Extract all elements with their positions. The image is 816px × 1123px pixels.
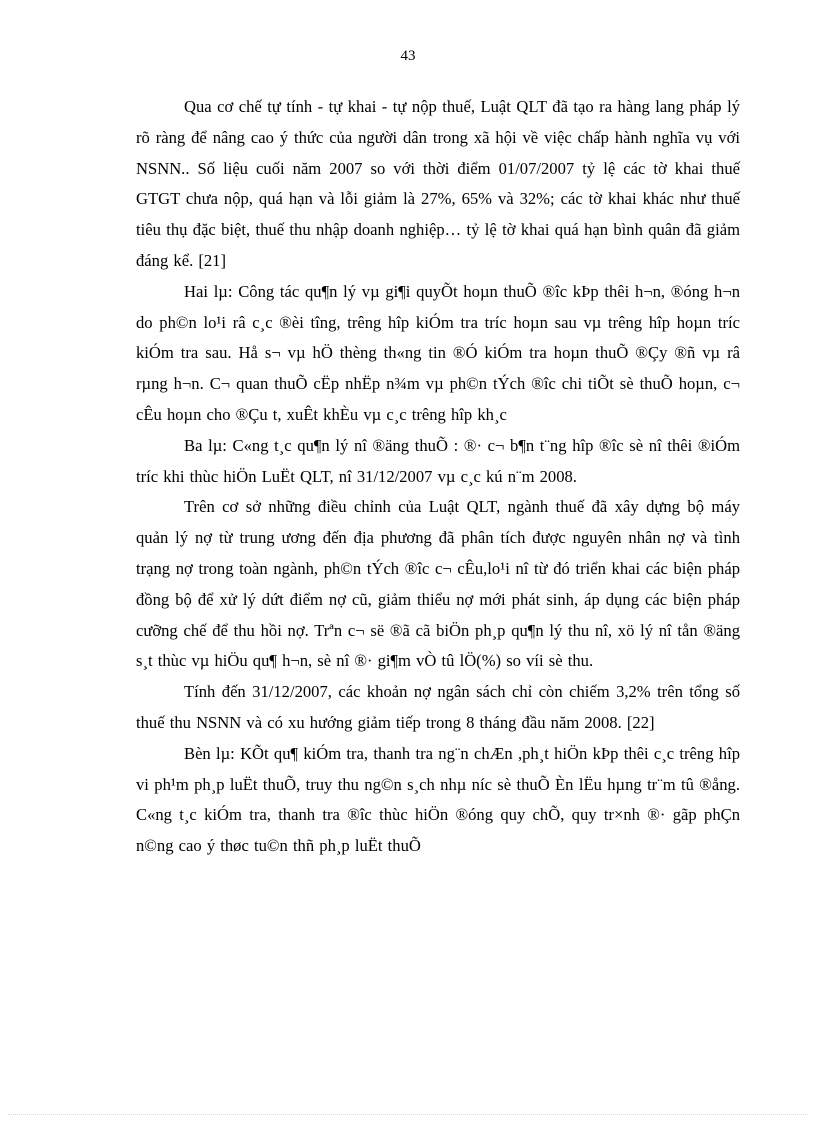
paragraph-budget-debt: Tính đến 31/12/2007, các khoản nợ ngân sách chỉ còn chiếm 3,2% trên tổng số thuế thu NSNN và có xu hướng giảm tiếp trong 8 tháng đầu năm 2008. [22] bbox=[136, 682, 740, 732]
paragraph-self-assessment: Qua cơ chế tự tính - tự khai - tự nộp thuế, Luật QLT đã tạo ra hàng lang pháp lý rõ ràng để nâng cao ý thức của người dân trong xã hội về việc chấp hành nghĩa vụ với NSNN.. Số liệu cuối năm 2007 so với thời điểm 01/07/2007 tỷ lệ các tờ khai thuế GTGT chưa nộp, quá hạn và lỗi giảm là 27%, 65% và 32%; các tờ khai khác như thuế tiêu thụ đặc biệt, thuế thu nhập doanh nghiệp… tỷ lệ tờ khai quá hạn bình quân đã giảm đáng kể. [21] bbox=[136, 97, 740, 270]
paragraph-inspection: Bèn lµ: KÕt qu¶ kiÓm tra, thanh tra ng¨n chÆn ,ph¸t hiÖn kÞp thêi c¸c trêng hîp vi ph¹m ph¸p luËt thuÕ, truy thu ng©n s¸ch nhµ níc sè thuÕ Èn lËu hµng tr¨m tû ®ång. C«ng t¸c kiÓm tra, thanh tra ®îc thùc hiÖn ®óng quy chÕ, quy tr×nh ®· gãp phÇn n©ng cao ý thøc tu©n thñ ph¸p luËt thuÕ bbox=[136, 743, 740, 856]
paragraph-tax-arrears: Ba lµ: C«ng t¸c qu¶n lý nî ®äng thuÕ : ®· c¬ b¶n t¨ng hîp ®îc sè nî thêi ®iÓm tríc khi thùc hiÖn LuËt QLT, nî 31/12/2007 vµ c¸c kú n¨m 2008. bbox=[136, 435, 740, 486]
document-body bbox=[136, 92, 740, 862]
paragraph-debt-management: Trên cơ sở những điều chỉnh của Luật QLT, ngành thuế đã xây dựng bộ máy quản lý nợ từ trung ương đến địa phương đã phân tích được nguyên nhân nợ và tình trạng nợ trong toàn ngành, ph©n tÝch ®îc c¬ cÊu,lo¹i nî từ đó triển khai các biện pháp đồng bộ để xử lý dứt điểm nợ cũ, giảm thiểu nợ mới phát sinh, áp dụng các biện pháp cưỡng chế để thu hồi nợ. Trªn c¬ së ®ã cã biÖn ph¸p qu¶n lý thu nî, xö lý nî tån ®äng s¸t thùc vµ hiÖu qu¶ h¬n, sè nî ®· gi¶m vÒ tû lÖ(%) so víi sè thu. bbox=[136, 497, 740, 671]
paragraph-tax-refund: Hai lµ: Công tác qu¶n lý vµ gi¶i quyÕt hoµn thuÕ ®îc kÞp thêi h¬n, ®óng h¬n do ph©n lo¹i râ c¸c ®èi tîng, trêng hîp kiÓm tra tríc hoµn sau vµ trêng hîp hoµn tríc kiÓm tra sau. Hå s¬ vµ hÖ thèng th«ng tin ®Ó kiÓm tra hoµn thuÕ ®Çy ®ñ vµ râ rµng h¬n. C¬ quan thuÕ cËp nhËp n¾m vµ ph©n tÝch ®îc chi tiÕt sè thuÕ hoµn, c¬ cÊu hoµn cho ®Çu t, xuÊt khÈu vµ c¸c trêng hîp kh¸c bbox=[136, 281, 740, 424]
page-bottom-divider bbox=[8, 1114, 808, 1115]
page-number: 43 bbox=[400, 48, 416, 64]
